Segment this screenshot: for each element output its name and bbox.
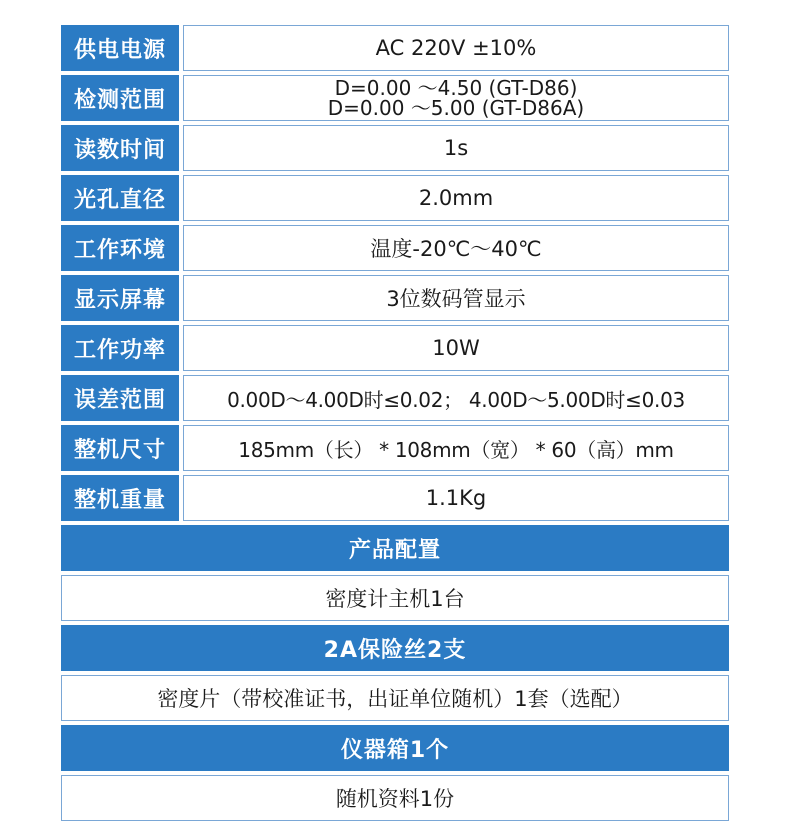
spec-value: 3位数码管显示 <box>183 275 729 321</box>
spec-value: 10W <box>183 325 729 371</box>
config-item: 2A保险丝2支 <box>61 625 729 671</box>
spec-value <box>183 75 729 121</box>
spec-label: 光孔直径 <box>61 175 179 221</box>
spec-label: 供电电源 <box>61 25 179 71</box>
spec-label: 整机重量 <box>61 475 179 521</box>
spec-label: 工作功率 <box>61 325 179 371</box>
spec-row-error <box>61 375 729 421</box>
spec-label: 整机尺寸 <box>61 425 179 471</box>
spec-row-environment <box>61 225 729 271</box>
spec-row-dimensions <box>61 425 729 471</box>
spec-value: 0.00D～4.00D时≤0.02； 4.00D～5.00D时≤0.03 <box>183 375 729 421</box>
spec-label: 检测范围 <box>61 75 179 121</box>
spec-row-display <box>61 275 729 321</box>
spec-value: AC 220V ±10% <box>183 25 729 71</box>
spec-row-power-rating <box>61 325 729 371</box>
spec-sheet <box>61 25 729 825</box>
spec-value: 2.0mm <box>183 175 729 221</box>
spec-value-line: D=0.00 ～5.00 (GT-D86A) <box>327 96 585 120</box>
config-item: 随机资料1份 <box>61 775 729 821</box>
spec-label: 工作环境 <box>61 225 179 271</box>
spec-label: 显示屏幕 <box>61 275 179 321</box>
spec-row-aperture <box>61 175 729 221</box>
spec-value: 1s <box>183 125 729 171</box>
spec-label: 读数时间 <box>61 125 179 171</box>
config-title: 产品配置 <box>61 525 729 571</box>
spec-value: 185mm（长） * 108mm（宽） * 60（高）mm <box>183 425 729 471</box>
spec-value: 1.1Kg <box>183 475 729 521</box>
spec-row-power <box>61 25 729 71</box>
config-item: 密度片（带校准证书，出证单位随机）1套（选配） <box>61 675 729 721</box>
spec-value-line: D=0.00 ～4.50 (GT-D86) <box>334 76 578 100</box>
spec-row-read-time <box>61 125 729 171</box>
config-item: 密度计主机1台 <box>61 575 729 621</box>
spec-label: 误差范围 <box>61 375 179 421</box>
spec-row-range <box>61 75 729 121</box>
spec-row-weight <box>61 475 729 521</box>
config-item: 仪器箱1个 <box>61 725 729 771</box>
spec-value: 温度-20℃～40℃ <box>183 225 729 271</box>
